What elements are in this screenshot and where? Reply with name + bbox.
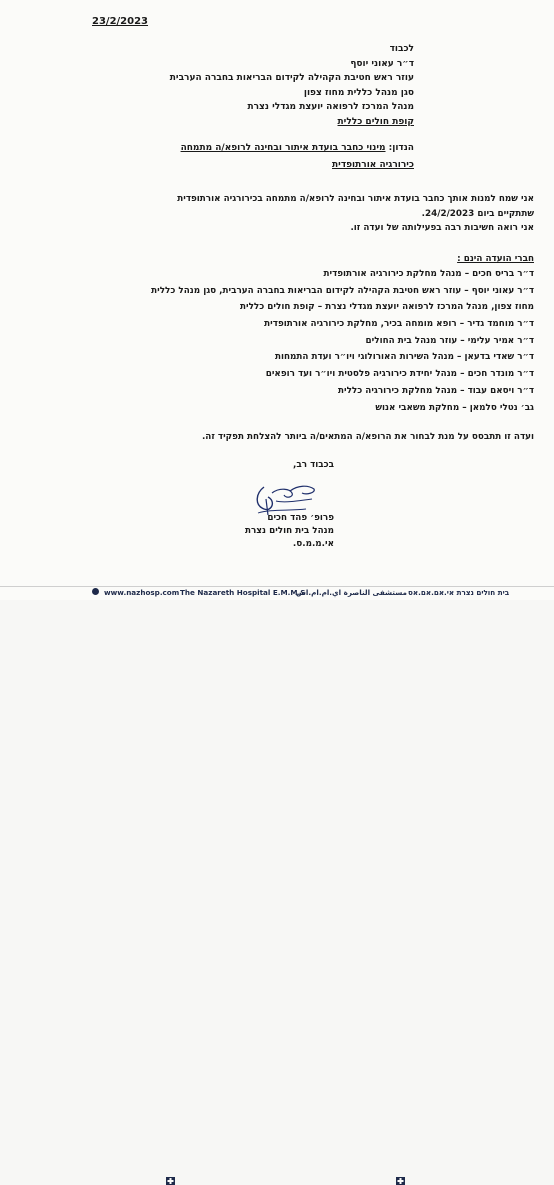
letter-body	[34, 192, 534, 236]
member-line: ד״ר אמיר עלימי – עוזר מנהל בית החולים	[365, 335, 534, 346]
address-line: לכבוד	[389, 44, 414, 54]
address-line: ד״ר עאוני יוסף	[350, 58, 414, 69]
member-line: ד״ר עאוני יוסף – עוזר ראש חטיבת הקהילה לקידום הבריאות בחברה הערבית, סגן מנהל כללית	[151, 285, 534, 296]
hospital-logo-icon	[396, 1177, 405, 1185]
subject-line	[24, 140, 414, 156]
body-line: אני שמח למנות אותך כחבר בועדת איתור ובחינה לרופא/ה מתמחה בכירורגיה אורתופדית	[177, 194, 534, 204]
closing-sentence: ועדה זו תתבסס על מנת לבחור את הרופא/ה המתאים/ה ביותר להצלחת תפקיד זה.	[201, 432, 534, 442]
address-line: מנהל המרכז לרפואה יועצת מגדלי נצרת	[247, 102, 414, 112]
signer-title: מנהל בית חולים נצרת	[244, 526, 334, 536]
signer-org: אי.מ.מ.ס.	[292, 539, 334, 549]
footer-hebrew-name: בית חולים נצרת אי.אם.אם.אס	[408, 588, 510, 597]
signature-block	[134, 512, 334, 551]
address-line: קופת חולים כללית	[337, 116, 414, 127]
address-line: עוזר ראש חטיבת הקהילה לקידום הבריאות בחברה הערבית	[169, 73, 414, 83]
members-list	[24, 266, 534, 416]
hospital-logo-icon	[166, 1177, 175, 1185]
member-line: גב׳ נטלי סלמאן – מחלקת משאבי אנוש	[375, 402, 534, 413]
member-line: ד״ר ויסאם עבוד – מנהל מחלקת כירורגיה כללית	[338, 385, 534, 396]
regards: בכבוד רב,	[293, 460, 334, 470]
footer-arabic-name: مستشفى الناصرة اي.ام.ام.اس	[296, 588, 408, 597]
footer-website: www.nazhosp.com	[104, 588, 180, 597]
member-line: ד״ר בריס חכים – מנהל מחלקת כירורגיה אורתופדית	[323, 269, 534, 279]
address-line: סגן מנהל כללית מחוז צפון	[303, 87, 414, 98]
member-line: מחוז צפון, מנהל המרכז לרפואה יועצת מגדלי נצרת – קופת חולים כללית	[240, 302, 534, 313]
subject-label: הנדון:	[388, 143, 414, 153]
member-line: ד״ר מונדר חכים – מנהל יחידת כירורגיה פלסטית ויו״ר ועד רופאים	[265, 369, 534, 380]
member-line: ד״ר מוחמד גדיר – רופא מומחה בכיר, מחלקת כירורגיה אורתופדית	[264, 319, 534, 330]
body-line: אני רואה חשיבות רבה בפעילותה של ועדה זו.	[350, 223, 534, 233]
subject-continuation: כירורגיה אורתופדית	[332, 160, 414, 170]
member-line: ד״ר שאדי בדעאן – מנהל השירות האורולוגי ויו״ר ועדת התמחות	[274, 352, 534, 363]
letter-date: 23/2/2023	[92, 16, 149, 27]
members-title: חברי הועדה הינם :	[457, 254, 534, 264]
signer-name: פרופ׳ פהד חכים	[267, 513, 334, 523]
footer-divider	[0, 586, 554, 587]
letterhead-footer	[0, 588, 554, 600]
subject-text: מינוי כחבר בועדת איתור ובחינה לרופא/ה מתמחה	[180, 143, 386, 153]
body-line: שתתקיים ביום 24/2/2023.	[421, 208, 534, 219]
recipient-address	[54, 42, 414, 129]
footer-hospital-name: The Nazareth Hospital E.M.M.S	[180, 588, 306, 597]
